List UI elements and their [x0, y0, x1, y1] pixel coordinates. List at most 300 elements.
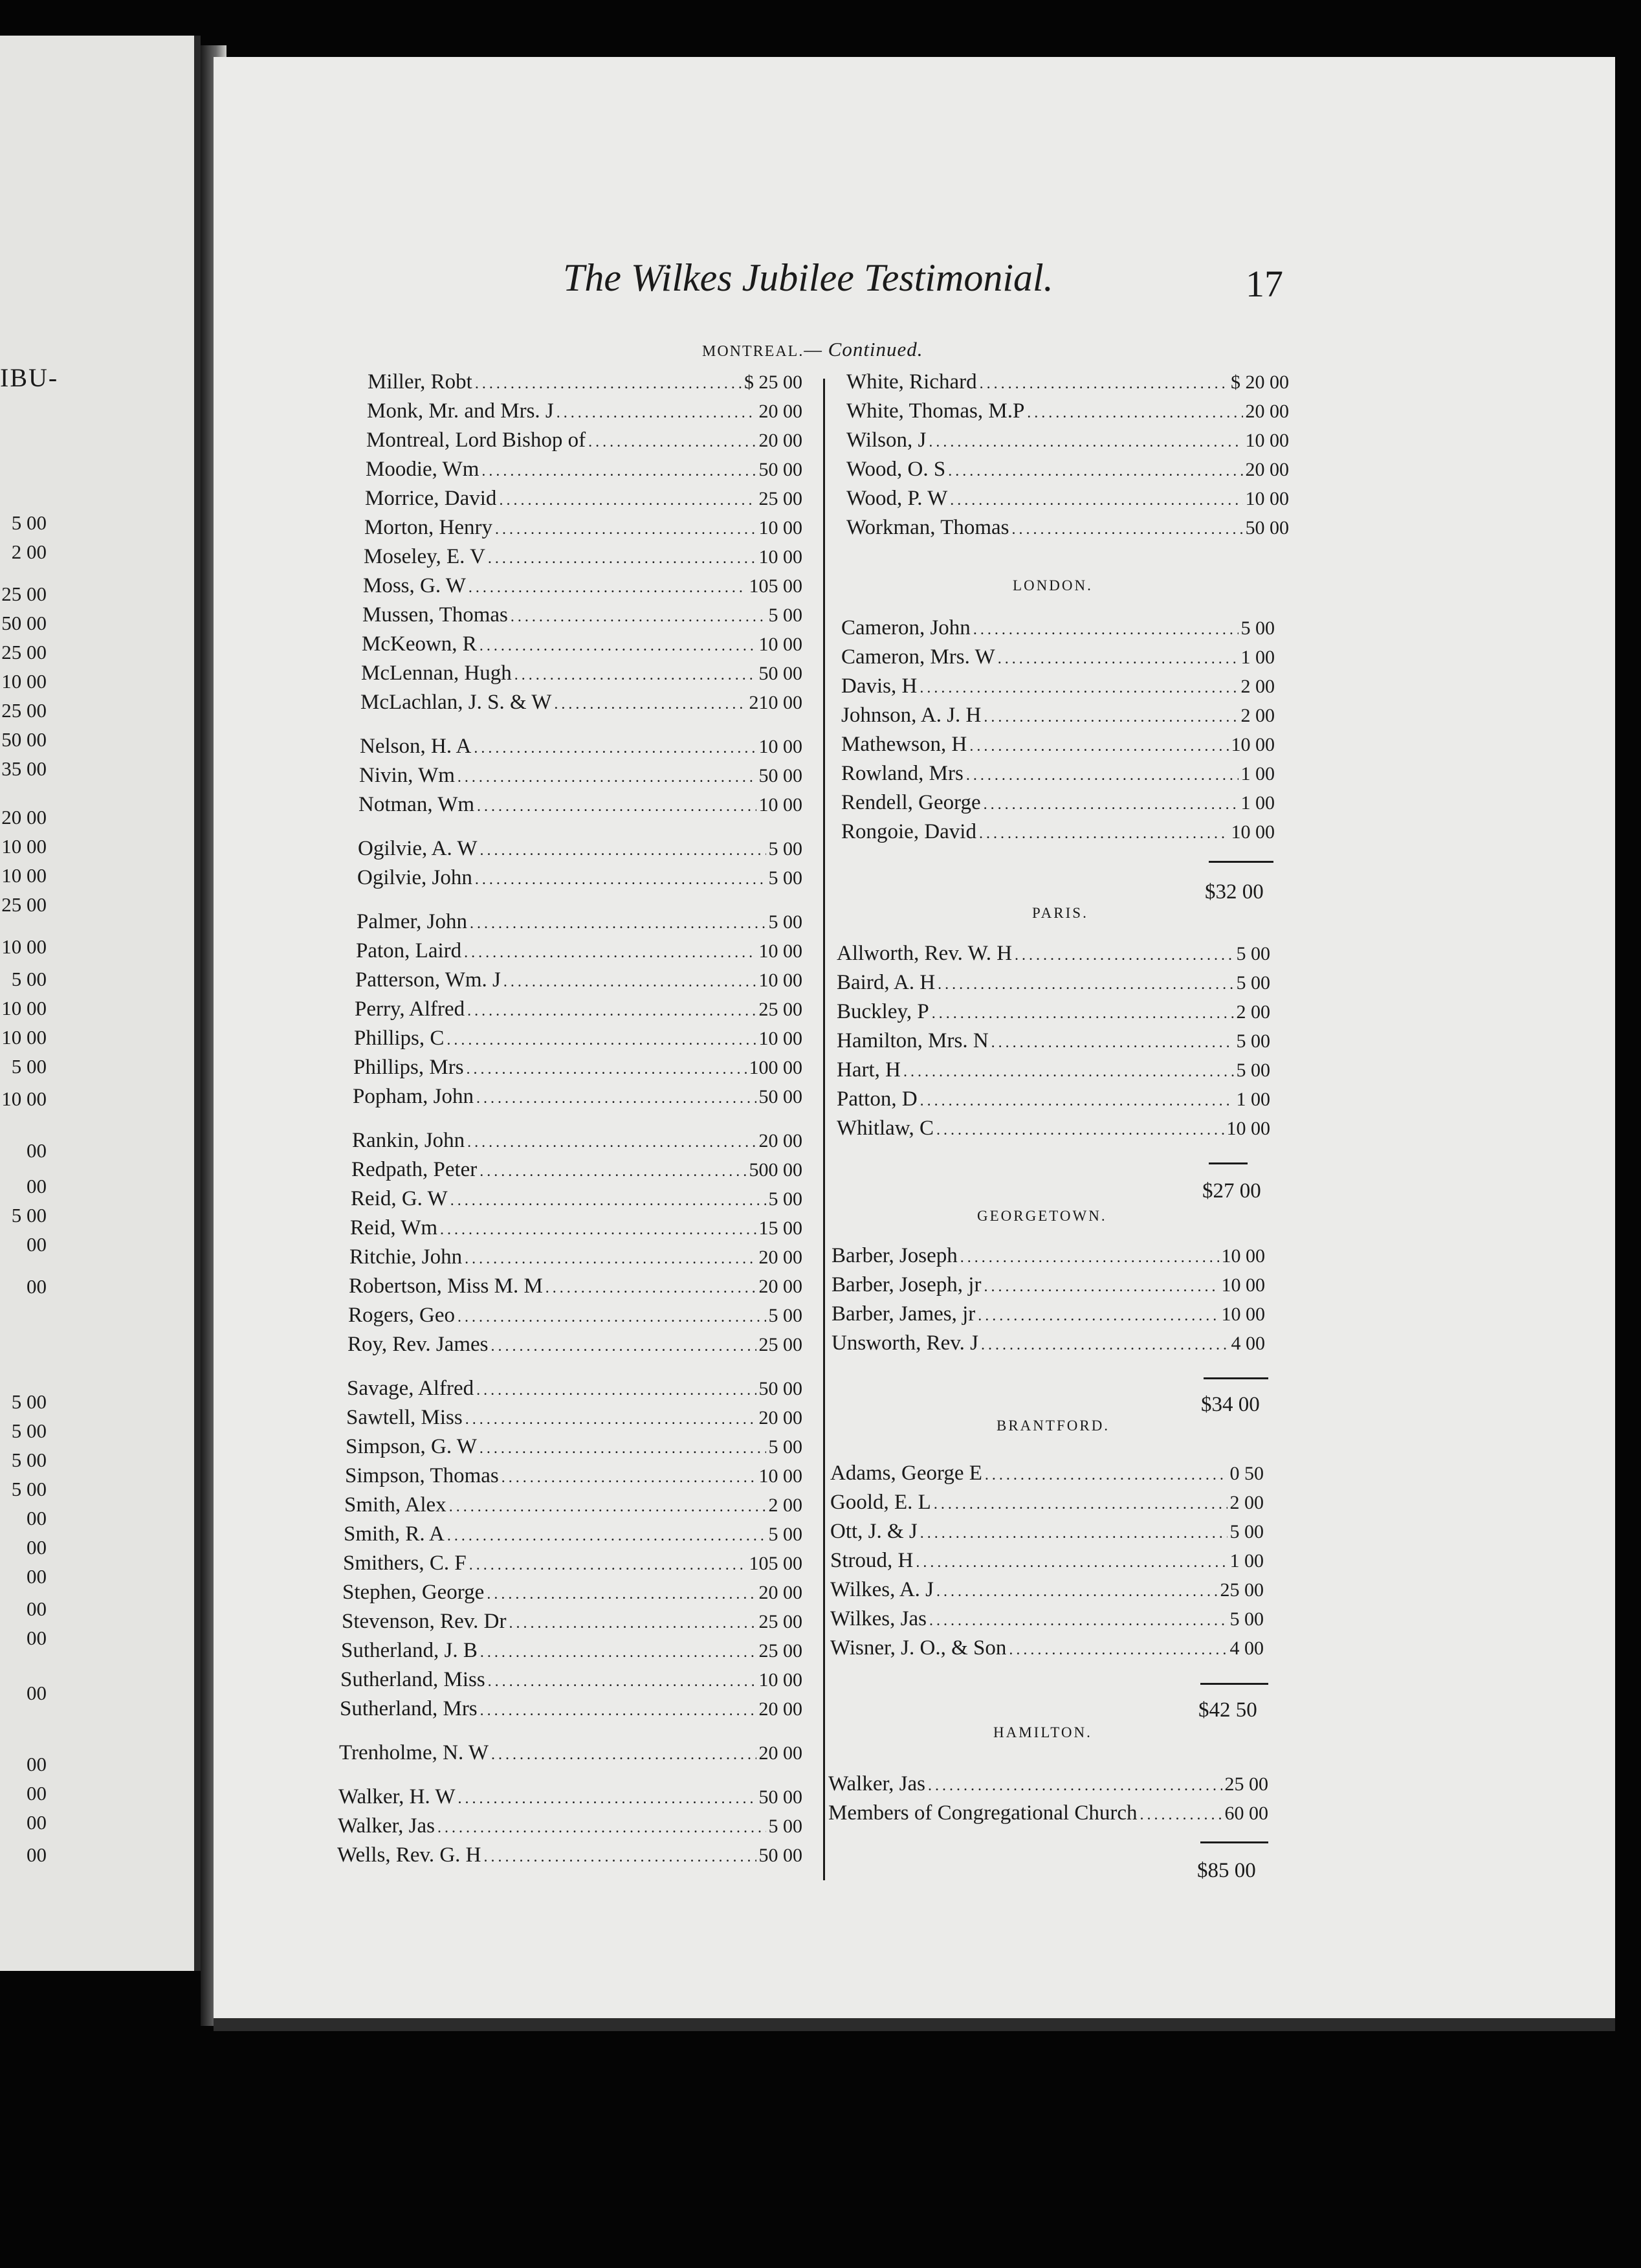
list-item [353, 1056, 802, 1080]
list-item [363, 574, 802, 598]
subscription-amount: 25 00 [758, 999, 802, 1020]
dot-leader [487, 1586, 756, 1603]
dot-leader [984, 1278, 1218, 1296]
list-item [340, 1697, 802, 1721]
list-item [356, 939, 802, 963]
subscriber-name: Popham, John [353, 1085, 474, 1108]
list-item [366, 458, 802, 482]
subscription-amount: 50 00 [1245, 517, 1289, 539]
dot-leader [984, 796, 1239, 814]
dot-leader [509, 1615, 756, 1632]
list-item [343, 1551, 802, 1575]
subscription-amount: 10 00 [758, 1465, 802, 1487]
subscription-amount: 5 00 [768, 911, 802, 933]
dot-leader [446, 1032, 756, 1049]
dot-leader [465, 1251, 756, 1268]
subscription-amount: 1 00 [1236, 1089, 1270, 1110]
subscription-amount: 20 00 [758, 1407, 802, 1429]
subscription-amount: 5 00 [768, 867, 802, 889]
list-item [846, 458, 1289, 482]
list-item [846, 370, 1289, 394]
subscription-amount: 5 00 [768, 838, 802, 860]
previous-page-amount: 00 [27, 1536, 47, 1559]
list-item [832, 1244, 1265, 1268]
dot-leader [1012, 521, 1243, 539]
previous-page-amount: 10 00 [1, 1026, 47, 1049]
list-item [832, 1331, 1265, 1355]
subscriber-name: Unsworth, Rev. J [832, 1331, 979, 1355]
dot-leader [450, 1192, 766, 1210]
subscription-amount: 10 00 [1221, 1245, 1265, 1267]
subscription-amount: 5 00 [768, 1436, 802, 1458]
list-item [830, 1520, 1264, 1544]
subscriber-name: Wisner, J. O., & Son [830, 1636, 1007, 1660]
list-item [358, 793, 802, 817]
subscription-amount: 1 00 [1240, 792, 1275, 814]
list-item [338, 1785, 802, 1809]
dot-leader [936, 1583, 1217, 1601]
dot-leader [491, 1746, 756, 1764]
subscription-amount: 10 00 [758, 794, 802, 816]
previous-page-amount: 25 00 [1, 893, 47, 916]
subscriber-name: Johnson, A. J. H [841, 704, 982, 727]
previous-page-amount: 5 00 [11, 1390, 47, 1413]
dot-leader [991, 1034, 1234, 1052]
subscriber-name: Sutherland, Miss [340, 1668, 485, 1691]
previous-page-amount: 00 [27, 1843, 47, 1866]
subscription-amount: 50 00 [758, 1086, 802, 1107]
subscription-amount: 5 00 [1229, 1521, 1264, 1542]
list-item [340, 1668, 802, 1692]
dot-leader [479, 1440, 766, 1458]
subscriber-name: Mathewson, H [841, 733, 967, 756]
subscriber-name: Nivin, Wm [359, 764, 455, 787]
subscriber-name: Patton, D [837, 1087, 918, 1111]
dot-leader [556, 405, 756, 422]
dot-leader [447, 1528, 766, 1545]
subscription-amount: 20 00 [1245, 459, 1289, 480]
list-item [342, 1581, 802, 1605]
dot-leader [985, 1467, 1228, 1484]
list-item [841, 791, 1275, 815]
dot-leader [920, 680, 1238, 697]
dot-leader [477, 798, 756, 816]
previous-page-amount: 00 [27, 1597, 47, 1620]
dot-leader [488, 550, 756, 568]
subscription-amount: 5 00 [768, 1188, 802, 1210]
subscription-amount: 20 00 [1245, 401, 1289, 422]
subscription-amount: 20 00 [758, 1276, 802, 1297]
subscription-amount: 1 00 [1229, 1550, 1264, 1572]
list-item [841, 820, 1275, 844]
subscription-amount: 10 00 [758, 940, 802, 962]
subscription-amount: 105 00 [749, 575, 802, 597]
previous-page-amount: 35 00 [1, 757, 47, 780]
subscription-amount: 210 00 [749, 692, 802, 713]
list-item [837, 1029, 1270, 1053]
subscriber-name: Hamilton, Mrs. N [837, 1029, 989, 1052]
subscription-amount: 25 00 [1224, 1773, 1268, 1795]
previous-page-fragment [0, 36, 201, 1971]
dot-leader [474, 740, 756, 757]
dot-leader [938, 976, 1233, 994]
subscriber-name: Ogilvie, A. W [358, 837, 478, 860]
subscriber-name: Simpson, Thomas [345, 1464, 499, 1487]
previous-page-amount: 2 00 [11, 540, 47, 563]
list-item [846, 399, 1289, 423]
subscription-amount: 20 00 [758, 401, 802, 422]
subscription-amount: 50 00 [758, 765, 802, 786]
dot-leader [1015, 947, 1233, 964]
subscription-amount: 50 00 [758, 1786, 802, 1808]
dot-leader [545, 1280, 756, 1297]
list-item [841, 674, 1275, 698]
subscription-amount: 500 00 [749, 1159, 802, 1181]
dot-leader [960, 1249, 1219, 1267]
list-item [338, 1814, 802, 1838]
page-title: The Wilkes Jubilee Testimonial. [563, 256, 1053, 299]
dot-leader [969, 738, 1228, 755]
dot-leader [511, 608, 766, 626]
page-number: 17 [1246, 263, 1283, 305]
list-item [841, 762, 1275, 786]
subscription-amount: 4 00 [1229, 1638, 1264, 1659]
subscription-amount: 10 00 [758, 634, 802, 655]
subscriber-name: Simpson, G. W [346, 1435, 477, 1458]
list-item [357, 866, 802, 890]
dot-leader [981, 1337, 1228, 1354]
list-item [346, 1406, 802, 1430]
list-item [347, 1377, 802, 1401]
dot-leader [467, 1061, 747, 1078]
subscription-amount: 1 00 [1240, 763, 1275, 784]
subscription-amount: 100 00 [749, 1057, 802, 1078]
section-total: $34 00 [1201, 1393, 1260, 1416]
dot-leader [464, 944, 756, 962]
subscription-amount: 10 00 [758, 1669, 802, 1691]
dot-leader [920, 1093, 1234, 1110]
section-name: MONTREAL. [702, 343, 804, 360]
subscriber-name: Monk, Mr. and Mrs. J [367, 399, 554, 423]
dot-leader [916, 1554, 1227, 1572]
subscriber-name: Adams, George E [830, 1462, 982, 1485]
previous-page-amount: 5 00 [11, 1478, 47, 1500]
subscriber-name: Savage, Alfred [347, 1377, 474, 1400]
subscriber-name: Moseley, E. V [364, 545, 485, 568]
dot-leader [457, 1309, 766, 1326]
subscriber-name: Stroud, H [830, 1549, 914, 1572]
subscriber-name: Morton, Henry [364, 516, 492, 539]
dot-leader [437, 1819, 766, 1837]
list-item [349, 1274, 802, 1298]
section-heading-georgetown: GEORGETOWN. [977, 1208, 1107, 1224]
dot-leader [1009, 1641, 1227, 1659]
subscription-amount: 25 00 [758, 1640, 802, 1662]
list-item [351, 1187, 802, 1211]
previous-page-amount: 25 00 [1, 583, 47, 605]
dot-leader [1140, 1807, 1222, 1824]
subscriber-name: Rongoie, David [841, 820, 976, 843]
list-item [830, 1462, 1264, 1485]
previous-page-amount: 5 00 [11, 1419, 47, 1442]
page-bottom-edge [214, 2018, 1615, 2031]
dot-leader [440, 1221, 756, 1239]
list-item [832, 1273, 1265, 1297]
subscription-amount: 20 00 [758, 1698, 802, 1720]
dot-leader [481, 463, 756, 480]
dot-leader [929, 1612, 1228, 1630]
previous-page-amount: 00 [27, 1175, 47, 1197]
dot-leader [468, 579, 747, 597]
subscriber-name: Wilkes, Jas [830, 1607, 927, 1630]
dot-leader [480, 1702, 756, 1720]
dot-leader [467, 1134, 756, 1151]
subscriber-name: Walker, H. W [338, 1785, 456, 1808]
section-continued: — Continued. [804, 338, 923, 361]
dot-leader [920, 1525, 1228, 1542]
previous-page-amount: 5 00 [11, 1204, 47, 1227]
subscription-amount: 105 00 [749, 1553, 802, 1574]
section-heading-london: LONDON. [1013, 577, 1093, 594]
subscriber-name: Smithers, C. F [343, 1551, 467, 1575]
subscriber-name: Members of Congregational Church [828, 1801, 1138, 1825]
dot-leader [514, 667, 756, 684]
list-item [832, 1302, 1265, 1326]
subscription-amount: 5 00 [1236, 972, 1270, 994]
list-item [830, 1549, 1264, 1573]
dot-leader [469, 1557, 747, 1574]
subscriber-name: Ogilvie, John [357, 866, 472, 889]
dot-leader [966, 767, 1239, 784]
previous-page-amount: 00 [27, 1139, 47, 1162]
subscriber-name: Stephen, George [342, 1581, 485, 1604]
subscriber-name: Smith, R. A [344, 1522, 445, 1546]
subscription-amount: 50 00 [758, 1845, 802, 1866]
subscriber-name: Rowland, Mrs [841, 762, 964, 785]
subscriber-name: Walker, Jas [338, 1814, 435, 1838]
previous-page-amount: 00 [27, 1811, 47, 1834]
subscription-amount: 20 00 [758, 1247, 802, 1268]
dot-leader [449, 1498, 766, 1516]
subscriber-name: Barber, James, jr [832, 1302, 976, 1326]
list-item [837, 1000, 1270, 1024]
dot-leader [467, 1003, 756, 1020]
list-item [348, 1304, 802, 1328]
section-total: $32 00 [1205, 880, 1264, 904]
subscription-amount: 10 00 [758, 517, 802, 539]
subscription-amount: 2 00 [1236, 1001, 1270, 1023]
subscription-amount: 2 00 [768, 1495, 802, 1516]
subscription-amount: 50 00 [758, 1378, 802, 1399]
subscription-amount: 4 00 [1231, 1333, 1265, 1354]
list-item [353, 1085, 802, 1109]
list-item [830, 1578, 1264, 1602]
list-item [345, 1464, 802, 1488]
subscriber-name: Ott, J. & J [830, 1520, 918, 1543]
list-item [837, 942, 1270, 966]
list-item [341, 1639, 802, 1663]
subscription-amount: 5 00 [768, 1524, 802, 1545]
subscription-amount: 10 00 [758, 546, 802, 568]
dot-leader [948, 463, 1242, 480]
list-item [349, 1245, 802, 1269]
dot-leader [984, 709, 1238, 726]
subscriber-name: Phillips, C [354, 1027, 445, 1050]
dot-leader [1027, 405, 1242, 422]
subscription-amount: 20 00 [758, 1130, 802, 1151]
list-item [346, 1435, 802, 1459]
subscriber-name: Cameron, John [841, 616, 971, 639]
previous-page-amount: 00 [27, 1682, 47, 1704]
subscriber-name: Miller, Robt [368, 370, 472, 394]
dot-leader [980, 375, 1228, 393]
subscriber-name: Wilson, J [846, 428, 927, 452]
list-item [841, 733, 1275, 757]
dot-leader [479, 1163, 746, 1181]
subscriber-name: Wood, P. W [846, 487, 948, 510]
subscription-amount: 1 00 [1240, 647, 1275, 668]
dot-leader [978, 1307, 1218, 1325]
subscription-amount: 5 00 [768, 1305, 802, 1326]
list-item [360, 691, 802, 715]
previous-page-amount: 10 00 [1, 1087, 47, 1110]
previous-page-amount: 50 00 [1, 612, 47, 634]
subscription-amount: 10 00 [1231, 821, 1275, 843]
list-item [361, 662, 802, 685]
list-item [846, 516, 1289, 540]
dot-leader [457, 769, 756, 786]
list-item [342, 1610, 802, 1634]
subscriber-name: Phillips, Mrs [353, 1056, 464, 1079]
subscription-amount: 25 00 [758, 1611, 802, 1632]
dot-leader [903, 1063, 1234, 1081]
list-item [368, 370, 802, 394]
subscriber-name: Moodie, Wm [366, 458, 479, 481]
list-item [841, 704, 1275, 728]
subscriber-name: Rendell, George [841, 791, 981, 814]
subscription-amount: 10 00 [1231, 734, 1275, 755]
subscription-amount: 5 00 [1236, 1060, 1270, 1081]
subscription-amount: 25 00 [1220, 1579, 1264, 1601]
previous-page-amount: 5 00 [11, 511, 47, 534]
subscription-amount: 15 00 [758, 1217, 802, 1239]
subscription-amount: 5 00 [1236, 943, 1270, 964]
dot-leader [979, 825, 1229, 843]
subscriber-name: White, Thomas, M.P [846, 399, 1025, 423]
dot-leader [934, 1496, 1228, 1513]
subscriber-name: Hart, H [837, 1058, 901, 1082]
list-item [837, 971, 1270, 995]
list-item [837, 1117, 1270, 1140]
subscriber-name: Sutherland, Mrs [340, 1697, 478, 1720]
previous-page-amount: 25 00 [1, 641, 47, 663]
section-heading-montreal [702, 338, 923, 361]
dot-leader [476, 1382, 756, 1399]
subscription-amount: 10 00 [758, 736, 802, 757]
subscription-amount: 10 00 [1245, 430, 1289, 451]
total-rule [1209, 861, 1273, 863]
subscription-amount: 20 00 [758, 1582, 802, 1603]
subscriber-name: Buckley, P [837, 1000, 929, 1023]
list-item [830, 1607, 1264, 1631]
list-item [846, 487, 1289, 511]
list-item [828, 1772, 1268, 1796]
subscription-amount: $ 20 00 [1231, 372, 1289, 393]
dot-leader [480, 842, 766, 860]
subscriber-name: Wilkes, A. J [830, 1578, 934, 1601]
subscription-amount: 5 00 [768, 1816, 802, 1837]
dot-leader [488, 1673, 756, 1691]
previous-page-amount: 00 [27, 1507, 47, 1529]
section-total: $42 50 [1198, 1698, 1257, 1722]
subscription-amount: 10 00 [758, 970, 802, 991]
section-total: $27 00 [1202, 1179, 1261, 1203]
subscription-amount: 5 00 [1229, 1608, 1264, 1630]
dot-leader [480, 1644, 756, 1662]
dot-leader [936, 1122, 1224, 1139]
subscriber-name: Allworth, Rev. W. H [837, 942, 1013, 965]
subscriber-name: McKeown, R [362, 632, 477, 656]
subscription-amount: 10 00 [1226, 1118, 1270, 1139]
list-item [358, 837, 802, 861]
previous-page-amount: 25 00 [1, 699, 47, 722]
subscriber-name: Paton, Laird [356, 939, 462, 962]
subscriber-name: Rogers, Geo [348, 1304, 455, 1327]
previous-page-amount: 00 [27, 1627, 47, 1649]
list-item [347, 1333, 802, 1357]
subscriber-name: McLachlan, J. S. & W [360, 691, 552, 714]
list-item [339, 1741, 802, 1765]
dot-leader [491, 1338, 756, 1355]
subscription-amount: 10 00 [1245, 488, 1289, 509]
subscriber-name: Wood, O. S [846, 458, 946, 481]
subscriber-name: Montreal, Lord Bishop of [366, 428, 586, 452]
subscriber-name: Perry, Alfred [355, 997, 465, 1021]
dot-leader [503, 973, 756, 991]
subscription-amount: 20 00 [758, 1742, 802, 1764]
dot-leader [950, 492, 1242, 509]
subscriber-name: Mussen, Thomas [362, 603, 508, 627]
list-item [837, 1087, 1270, 1111]
subscription-amount: 50 00 [758, 459, 802, 480]
dot-leader [470, 915, 766, 933]
list-item [351, 1158, 802, 1182]
subscriber-name: Goold, E. L [830, 1491, 931, 1514]
subscriber-name: Moss, G. W [363, 574, 466, 597]
list-item [828, 1801, 1268, 1825]
previous-page-amount: 10 00 [1, 997, 47, 1019]
subscriber-name: Smith, Alex [344, 1493, 446, 1517]
subscription-amount: 5 00 [1240, 617, 1275, 639]
subscriber-name: Baird, A. H [837, 971, 936, 994]
subscription-amount: 5 00 [1236, 1030, 1270, 1052]
subscriber-name: Sawtell, Miss [346, 1406, 463, 1429]
total-rule [1200, 1683, 1268, 1685]
subscription-amount: 0 50 [1229, 1463, 1264, 1484]
subscriber-name: Walker, Jas [828, 1772, 925, 1796]
previous-page-amount: 10 00 [1, 835, 47, 858]
subscriber-name: Stevenson, Rev. Dr [342, 1610, 507, 1633]
subscriber-name: Davis, H [841, 674, 918, 698]
list-item [354, 1027, 802, 1051]
subscriber-name: Rankin, John [352, 1129, 465, 1152]
subscriber-name: Reid, G. W [351, 1187, 448, 1210]
list-item [837, 1058, 1270, 1082]
subscriber-name: Trenholme, N. W [339, 1741, 489, 1764]
list-item [362, 632, 802, 656]
list-item [366, 428, 802, 452]
previous-page-amount: 5 00 [11, 968, 47, 990]
